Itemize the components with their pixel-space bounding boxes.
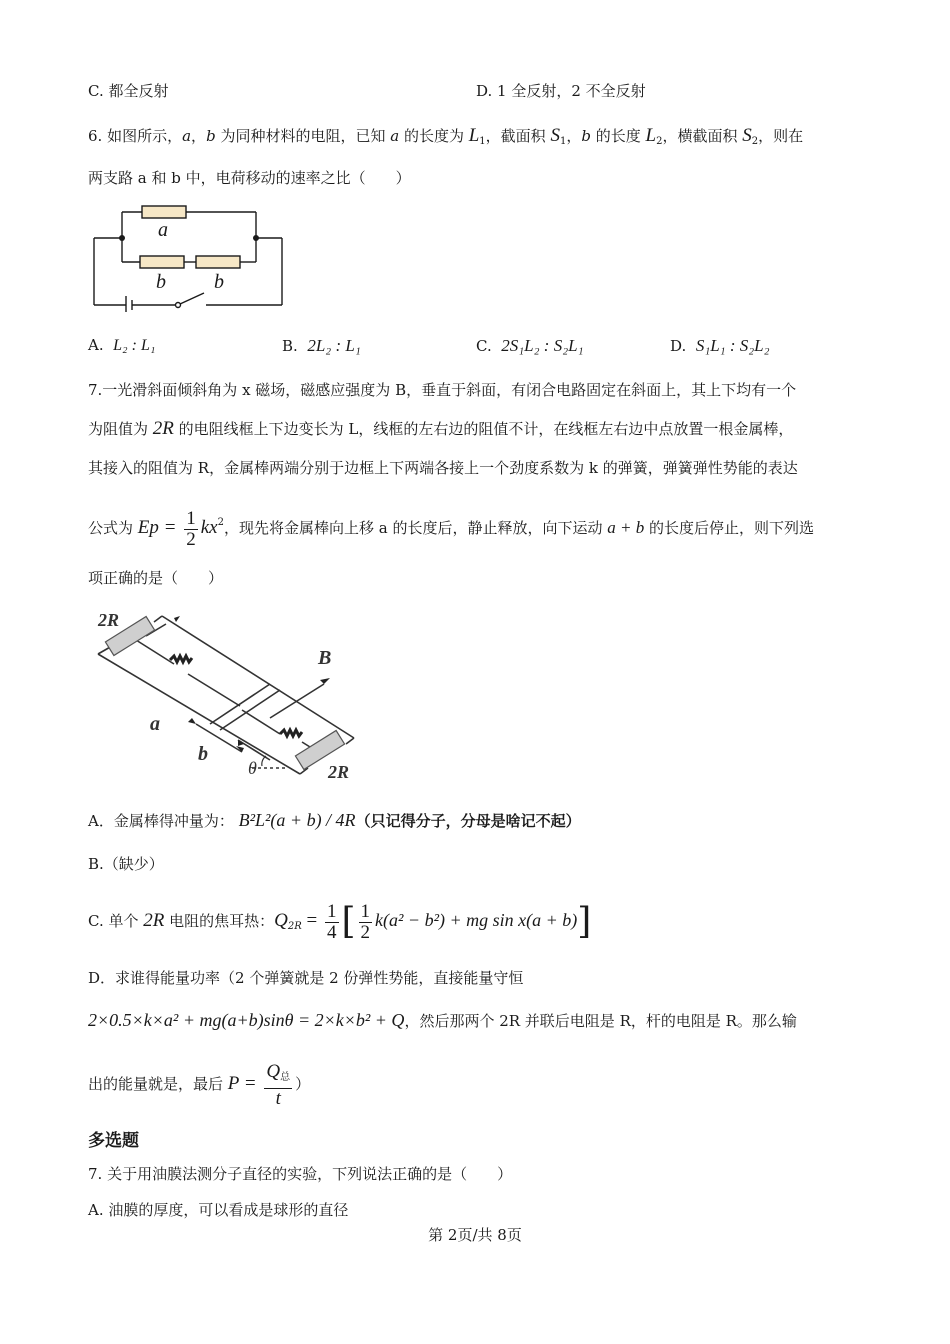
resistor-b-right <box>196 256 240 268</box>
section-heading-multiple-choice: 多选题 <box>88 1131 139 1151</box>
q7-stem-line3: 其接入的阻值为 R，金属棒两端分别于边框上下两端各接上一个劲度系数为 k 的弹簧，弹簧弹性势能的表达 <box>88 459 798 477</box>
q7-stem-line2: 为阻值为 2R 的电阻线框上下边变长为 L，线框的左右边的阻值不计，在线框左右边中点放置一根金属棒， <box>88 418 794 439</box>
resistor-b-left <box>140 256 184 268</box>
q6-stem-line2: 两支路 a 和 b 中，电荷移动的速率之比（ ） <box>88 169 411 187</box>
label-theta: θ <box>248 758 257 778</box>
q7-incline-diagram <box>92 606 362 786</box>
label-b-left: b <box>156 271 166 293</box>
q7-option-d-line1: D．求谁得能量功率（2 个弹簧就是 2 份弹性势能，直接能量守恒 <box>88 969 524 987</box>
q7-option-d-line2: 2×0.5×k×a² + mg(a+b)sinθ = 2×k×b² + Q，然后那两个 2R 并联后电阻是 R，杆的电阻是 R。那么输 <box>88 1010 797 1030</box>
junction-right <box>253 235 259 241</box>
q7-option-c: C. 单个 2R 电阻的焦耳热：$Q_{2R}$ = $\frac{1}{4}$ [ $\frac{1}{2}$ k(a² − b²) + mg sin x(a + b)] <box>88 900 592 943</box>
q7-option-d-line3: 出的能量就是，最后 P = $\frac{Q_总}{t}$ ） <box>88 1060 311 1109</box>
label-b-field: B <box>318 647 332 669</box>
label-b-right: b <box>214 271 224 293</box>
q7-stem-line1: 7.一光滑斜面倾斜角为 x 磁场，磁感应强度为 B，垂直于斜面，有闭合电路固定在斜面上，其上下均有一个 <box>88 381 797 399</box>
q7-option-a: A．金属棒得冲量为： B²L²(a + b) / 4R（只记得分子，分母是啥记不起） <box>88 810 581 830</box>
q6-option-b: B. 2L₂ : L₁ <box>282 336 361 355</box>
label-a: a <box>158 219 168 241</box>
label-2r-bottom: 2R <box>328 762 350 782</box>
q6-stem-line1: 6. 如图所示，a，b 为同种材料的电阻，已知 a 的长度为 $L_1$，截面积 $S_1$，b 的长度 $L_2$，横截面积 $S_2$，则在 <box>88 125 804 147</box>
q6-option-c: C. 2S₁L₂ : S₂L₁ <box>476 336 584 355</box>
q5-option-d: D. 1 全反射，2 不全反射 <box>476 82 646 100</box>
q6-circuit-diagram <box>90 200 300 312</box>
q7-stem-line5: 项正确的是（ ） <box>88 569 224 587</box>
junction-left <box>119 235 125 241</box>
q6-option-d: D. S₁L₁ : S₂L₂ <box>670 336 770 355</box>
label-a-distance: a <box>150 713 160 735</box>
label-b-distance: b <box>198 743 208 765</box>
q7b-option-a: A. 油膜的厚度，可以看成是球形的直径 <box>88 1201 349 1219</box>
q6-option-a: A. L₂ : L₁ <box>88 336 156 354</box>
q5-option-c: C. 都全反射 <box>88 82 169 100</box>
label-2r-top: 2R <box>98 610 120 630</box>
q7-option-b: B.（缺少） <box>88 855 164 873</box>
q7b-stem: 7. 关于用油膜法测分子直径的实验，下列说法正确的是（ ） <box>88 1165 513 1183</box>
q7-stem-line4: 公式为 Ep = $\frac{1}{2}$ $kx^2$，现先将金属棒向上移 a 的长度后，静止释放，向下运动 a + b 的长度后停止，则下列选 <box>88 507 814 550</box>
resistor-a <box>142 206 186 218</box>
page-footer: 第 2页/共 8页 <box>428 1226 522 1244</box>
